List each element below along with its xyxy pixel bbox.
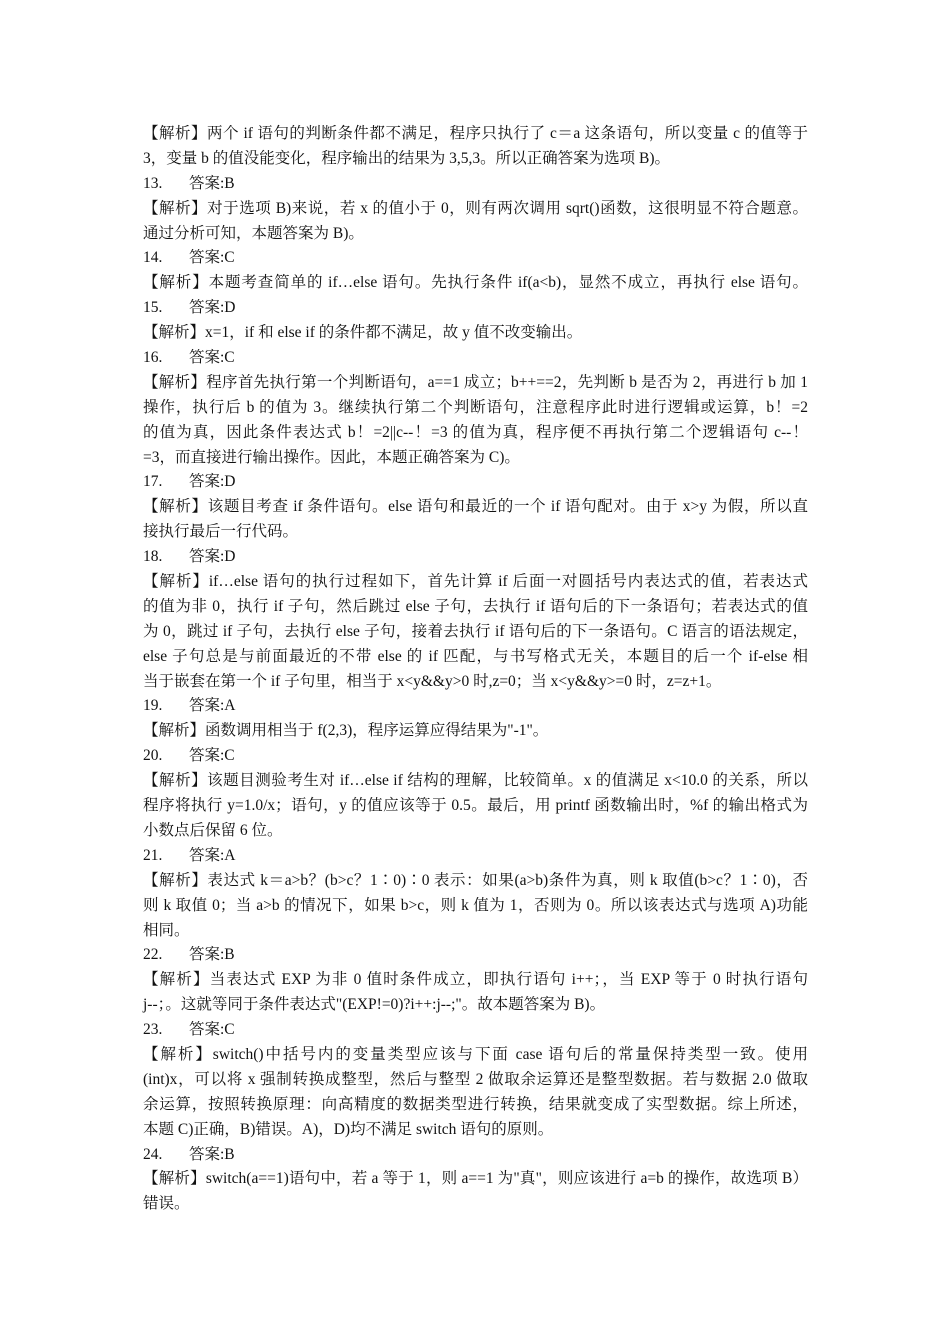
question-number: 22.	[143, 946, 163, 964]
explanation-line: 【解析】switch(a==1)语句中，若 a 等于 1，则 a==1 为"真"，则应该进行 a=b 的操作，故选项 B）	[143, 1170, 808, 1188]
explanation-line: 【解析】本题考查简单的 if…else 语句。先执行条件 if(a<b)，显然不成立，再执行 else 语句。	[143, 274, 808, 292]
explanation-line: 操作，执行后 b 的值为 3。继续执行第二个判断语句，注意程序此时进行逻辑或运算，b！=2	[143, 398, 808, 416]
answer-text: 答案:B	[189, 946, 235, 964]
answer-line	[143, 943, 808, 968]
answer-line	[143, 1018, 808, 1043]
answer-text: 答案:C	[189, 249, 235, 267]
explanation-line: 小数点后保留 6 位。	[143, 821, 283, 839]
explanation-line: 【解析】程序首先执行第一个判断语句，a==1 成立；b++==2，先判断 b 是否为 2，再进行 b 加 1	[143, 373, 808, 391]
answer-line	[143, 172, 808, 197]
answer-line	[143, 246, 808, 271]
explanation-line: 【解析】x=1，if 和 else if 的条件都不满足，故 y 值不改变输出。	[143, 324, 583, 342]
answer-line	[143, 744, 808, 769]
explanation-line: 接执行最后一行代码。	[143, 523, 299, 541]
question-number: 23.	[143, 1021, 163, 1039]
explanation-line: 【解析】函数调用相当于 f(2,3)，程序运算应得结果为"-1"。	[143, 722, 549, 740]
question-number: 15.	[143, 299, 163, 317]
explanation-line: 3，变量 b 的值没能变化，程序输出的结果为 3,5,3。所以正确答案为选项 B)。	[143, 149, 671, 167]
question-number: 16.	[143, 349, 163, 367]
question-number: 18.	[143, 548, 163, 566]
answer-text: 答案:C	[189, 1021, 235, 1039]
answer-text: 答案:D	[189, 299, 236, 317]
answer-text: 答案:B	[189, 1145, 235, 1163]
question-number: 20.	[143, 747, 163, 765]
answer-text: 答案:A	[189, 846, 236, 864]
explanation-line: 的值为非 0，执行 if 子句，然后跳过 else 子句，去执行 if 语句后的下一条语句；若表达式的值	[143, 597, 808, 615]
explanation-line: 【解析】表达式 k＝a>b？(b>c？1∶0)∶0 表示：如果(a>b)条件为真，则 k 取值(b>c？1∶0)，否	[143, 871, 808, 889]
explanation-line: 【解析】对于选项 B)来说，若 x 的值小于 0，则有两次调用 sqrt()函数，这很明显不符合题意。	[143, 199, 808, 217]
answer-text: 答案:C	[189, 349, 235, 367]
answer-line	[143, 296, 808, 321]
question-number: 19.	[143, 697, 163, 715]
answer-line	[143, 470, 808, 495]
explanation-line: else 子句总是与前面最近的不带 else 的 if 匹配，与书写格式无关，本题目的后一个 if-else 相	[143, 647, 808, 665]
explanation-line: 【解析】该题目测验考生对 if…else if 结构的理解，比较简单。x 的值满足 x<10.0 的关系，所以	[143, 772, 808, 790]
answer-text: 答案:D	[189, 548, 236, 566]
answer-text: 答案:D	[189, 473, 236, 491]
explanation-line: 为 0，跳过 if 子句，去执行 else 子句，接着去执行 if 语句后的下一条语句。C 语言的语法规定，	[143, 622, 808, 640]
explanation-line: 本题 C)正确，B)错误。A)，D)均不满足 switch 语句的原则。	[143, 1120, 554, 1138]
explanation-line: j--；。这就等同于条件表达式"(EXP!=0)?i++:j--;"。故本题答案为 B)。	[143, 996, 606, 1014]
explanation-line: 余运算，按照转换原理：向高精度的数据类型进行转换，结果就变成了实型数据。综上所述，	[143, 1095, 808, 1113]
question-number: 13.	[143, 174, 163, 192]
answer-text: 答案:A	[189, 697, 236, 715]
answer-line	[143, 1143, 808, 1168]
explanation-line: 的值为真，因此条件表达式 b！=2||c--！=3 的值为真，程序便不再执行第二个逻辑语句 c--！	[143, 423, 808, 441]
explanation-line: 则 k 取值 0；当 a>b 的情况下，如果 b>c，则 k 值为 1，否则为 0。所以该表达式与选项 A)功能	[143, 896, 808, 914]
explanation-line: 错误。	[143, 1195, 190, 1213]
explanation-line: 【解析】该题目考查 if 条件语句。else 语句和最近的一个 if 语句配对。由于 x>y 为假，所以直	[143, 498, 808, 516]
explanation-line: (int)x，可以将 x 强制转换成整型，然后与整型 2 做取余运算还是整型数据。若与数据 2.0 做取	[143, 1070, 808, 1088]
answer-text: 答案:B	[189, 174, 235, 192]
explanation-line: =3，而直接进行输出操作。因此，本题正确答案为 C)。	[143, 448, 520, 466]
answer-line	[143, 694, 808, 719]
question-number: 17.	[143, 473, 163, 491]
question-number: 21.	[143, 846, 163, 864]
answer-line	[143, 545, 808, 570]
explanation-line: 通过分析可知，本题答案为 B)。	[143, 224, 364, 242]
explanation-line: 程序将执行 y=1.0/x；语句，y 的值应该等于 0.5。最后，用 printf 函数输出时，%f 的输出格式为	[143, 797, 808, 815]
explanation-line: 【解析】if…else 语句的执行过程如下，首先计算 if 后面一对圆括号内表达式的值，若表达式	[143, 573, 808, 591]
document-body	[143, 122, 808, 1217]
explanation-line: 相同。	[143, 921, 190, 939]
explanation-line: 当于嵌套在第一个 if 子句里，相当于 x<y&&y>0 时,z=0；当 x<y&&y>=0 时，z=z+1。	[143, 672, 722, 690]
answer-line	[143, 346, 808, 371]
answer-text: 答案:C	[189, 747, 235, 765]
explanation-line: 【解析】switch()中括号内的变量类型应该与下面 case 语句后的常量保持类型一致。使用	[143, 1045, 808, 1063]
question-number: 24.	[143, 1145, 163, 1163]
explanation-line: 【解析】两个 if 语句的判断条件都不满足，程序只执行了 c＝a 这条语句，所以变量 c 的值等于	[143, 125, 808, 142]
question-number: 14.	[143, 249, 163, 267]
answer-line	[143, 844, 808, 869]
explanation-line: 【解析】当表达式 EXP 为非 0 值时条件成立，即执行语句 i++；，当 EXP 等于 0 时执行语句	[143, 971, 808, 989]
